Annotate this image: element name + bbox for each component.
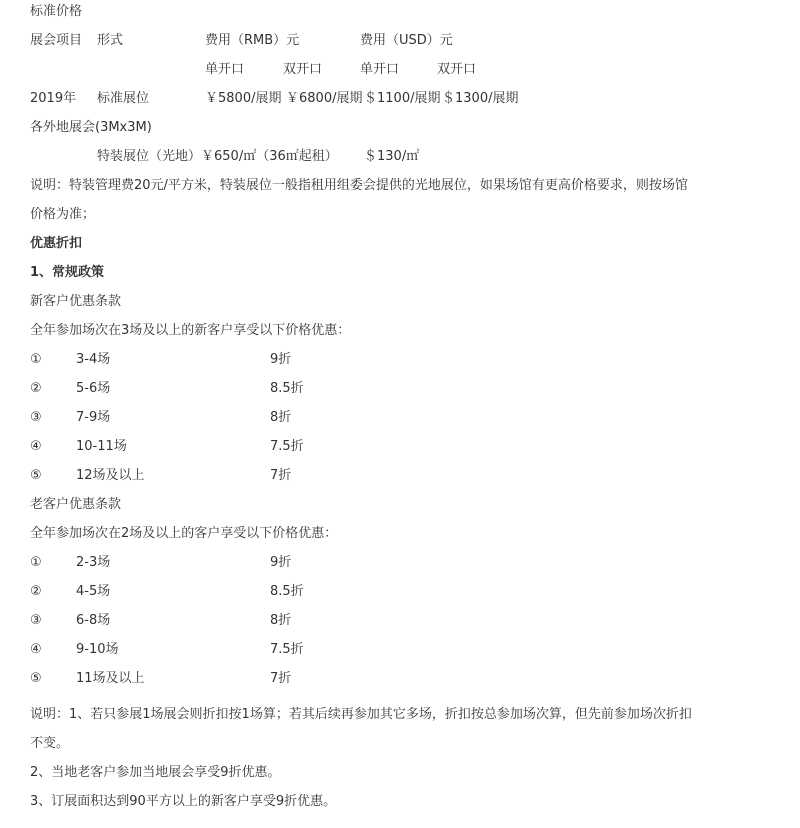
- list-item-rate: 8折: [270, 613, 292, 628]
- standard-booth-label: 标准展位: [97, 91, 150, 106]
- discount-note3: 3、订展面积达到90平方以上的新客户享受9折优惠。: [30, 794, 337, 809]
- list-item-range: 10-11场: [76, 439, 127, 454]
- list-item-range: 6-8场: [76, 613, 111, 628]
- list-item-rate: 7.5折: [270, 642, 304, 657]
- list-item-number: ③: [30, 410, 42, 425]
- policy-title: 1、常规政策: [30, 265, 105, 280]
- col-header-form: 形式: [97, 33, 124, 48]
- section-title: 标准价格: [30, 4, 83, 19]
- regional-fairs-label: 各外地展会(3Mx3M): [30, 120, 152, 135]
- list-item-number: ⑤: [30, 671, 42, 686]
- list-item-range: 12场及以上: [76, 468, 145, 483]
- col-header-usd: 费用（USD）元: [360, 33, 453, 48]
- new-customer-intro: 全年参加场次在3场及以上的新客户享受以下价格优惠：: [30, 323, 351, 338]
- list-item-rate: 8.5折: [270, 584, 304, 599]
- old-customer-title: 老客户优惠条款: [30, 497, 122, 512]
- list-item-range: 2-3场: [76, 555, 111, 570]
- discount-note2: 2、当地老客户参加当地展会享受9折优惠。: [30, 765, 281, 780]
- list-item-range: 9-10场: [76, 642, 119, 657]
- list-item-number: ①: [30, 555, 42, 570]
- list-item-range: 5-6场: [76, 381, 111, 396]
- list-item-rate: 8.5折: [270, 381, 304, 396]
- pricing-note-line2: 价格为准；: [30, 207, 96, 222]
- list-item-number: ⑤: [30, 468, 42, 483]
- col-header-rmb: 费用（RMB）元: [205, 33, 300, 48]
- list-item-range: 3-4场: [76, 352, 111, 367]
- discount-title: 优惠折扣: [30, 236, 83, 251]
- new-customer-title: 新客户优惠条款: [30, 294, 122, 309]
- list-item-rate: 7.5折: [270, 439, 304, 454]
- list-item-number: ①: [30, 352, 42, 367]
- list-item-number: ②: [30, 381, 42, 396]
- discount-note1-line2: 不变。: [30, 736, 70, 751]
- usd-single-open-label: 单开口: [360, 62, 400, 77]
- rmb-double-price: ￥6800/展期: [286, 91, 363, 106]
- usd-double-open-label: 双开口: [437, 62, 477, 77]
- list-item-rate: 7折: [270, 671, 292, 686]
- special-booth-usd-price: ＄130/㎡: [364, 149, 420, 164]
- list-item-rate: 8折: [270, 410, 292, 425]
- rmb-double-open-label: 双开口: [283, 62, 323, 77]
- list-item-rate: 9折: [270, 555, 292, 570]
- discount-note1-line1: 说明：1、若只参展1场展会则折扣按1场算；若其后续再参加其它多场，折扣按总参加场次算，但先前参加场次折扣: [30, 707, 692, 722]
- list-item-number: ④: [30, 439, 42, 454]
- usd-double-price: ＄1300/展期: [442, 91, 519, 106]
- list-item-range: 7-9场: [76, 410, 111, 425]
- rmb-single-price: ￥5800/展期: [205, 91, 282, 106]
- list-item-number: ④: [30, 642, 42, 657]
- list-item-range: 4-5场: [76, 584, 111, 599]
- year-label: 2019年: [30, 91, 77, 106]
- usd-single-price: ＄1100/展期: [364, 91, 441, 106]
- col-header-item: 展会项目: [30, 33, 83, 48]
- special-booth-price: 特装展位（光地）￥650/㎡（36㎡起租）: [97, 149, 338, 164]
- list-item-number: ②: [30, 584, 42, 599]
- list-item-rate: 9折: [270, 352, 292, 367]
- list-item-number: ③: [30, 613, 42, 628]
- list-item-range: 11场及以上: [76, 671, 145, 686]
- rmb-single-open-label: 单开口: [205, 62, 245, 77]
- old-customer-intro: 全年参加场次在2场及以上的客户享受以下价格优惠：: [30, 526, 338, 541]
- list-item-rate: 7折: [270, 468, 292, 483]
- pricing-note-line1: 说明：特装管理费20元/平方米，特装展位一般指租用组委会提供的光地展位，如果场馆有更高价格要求，则按场馆: [30, 178, 688, 193]
